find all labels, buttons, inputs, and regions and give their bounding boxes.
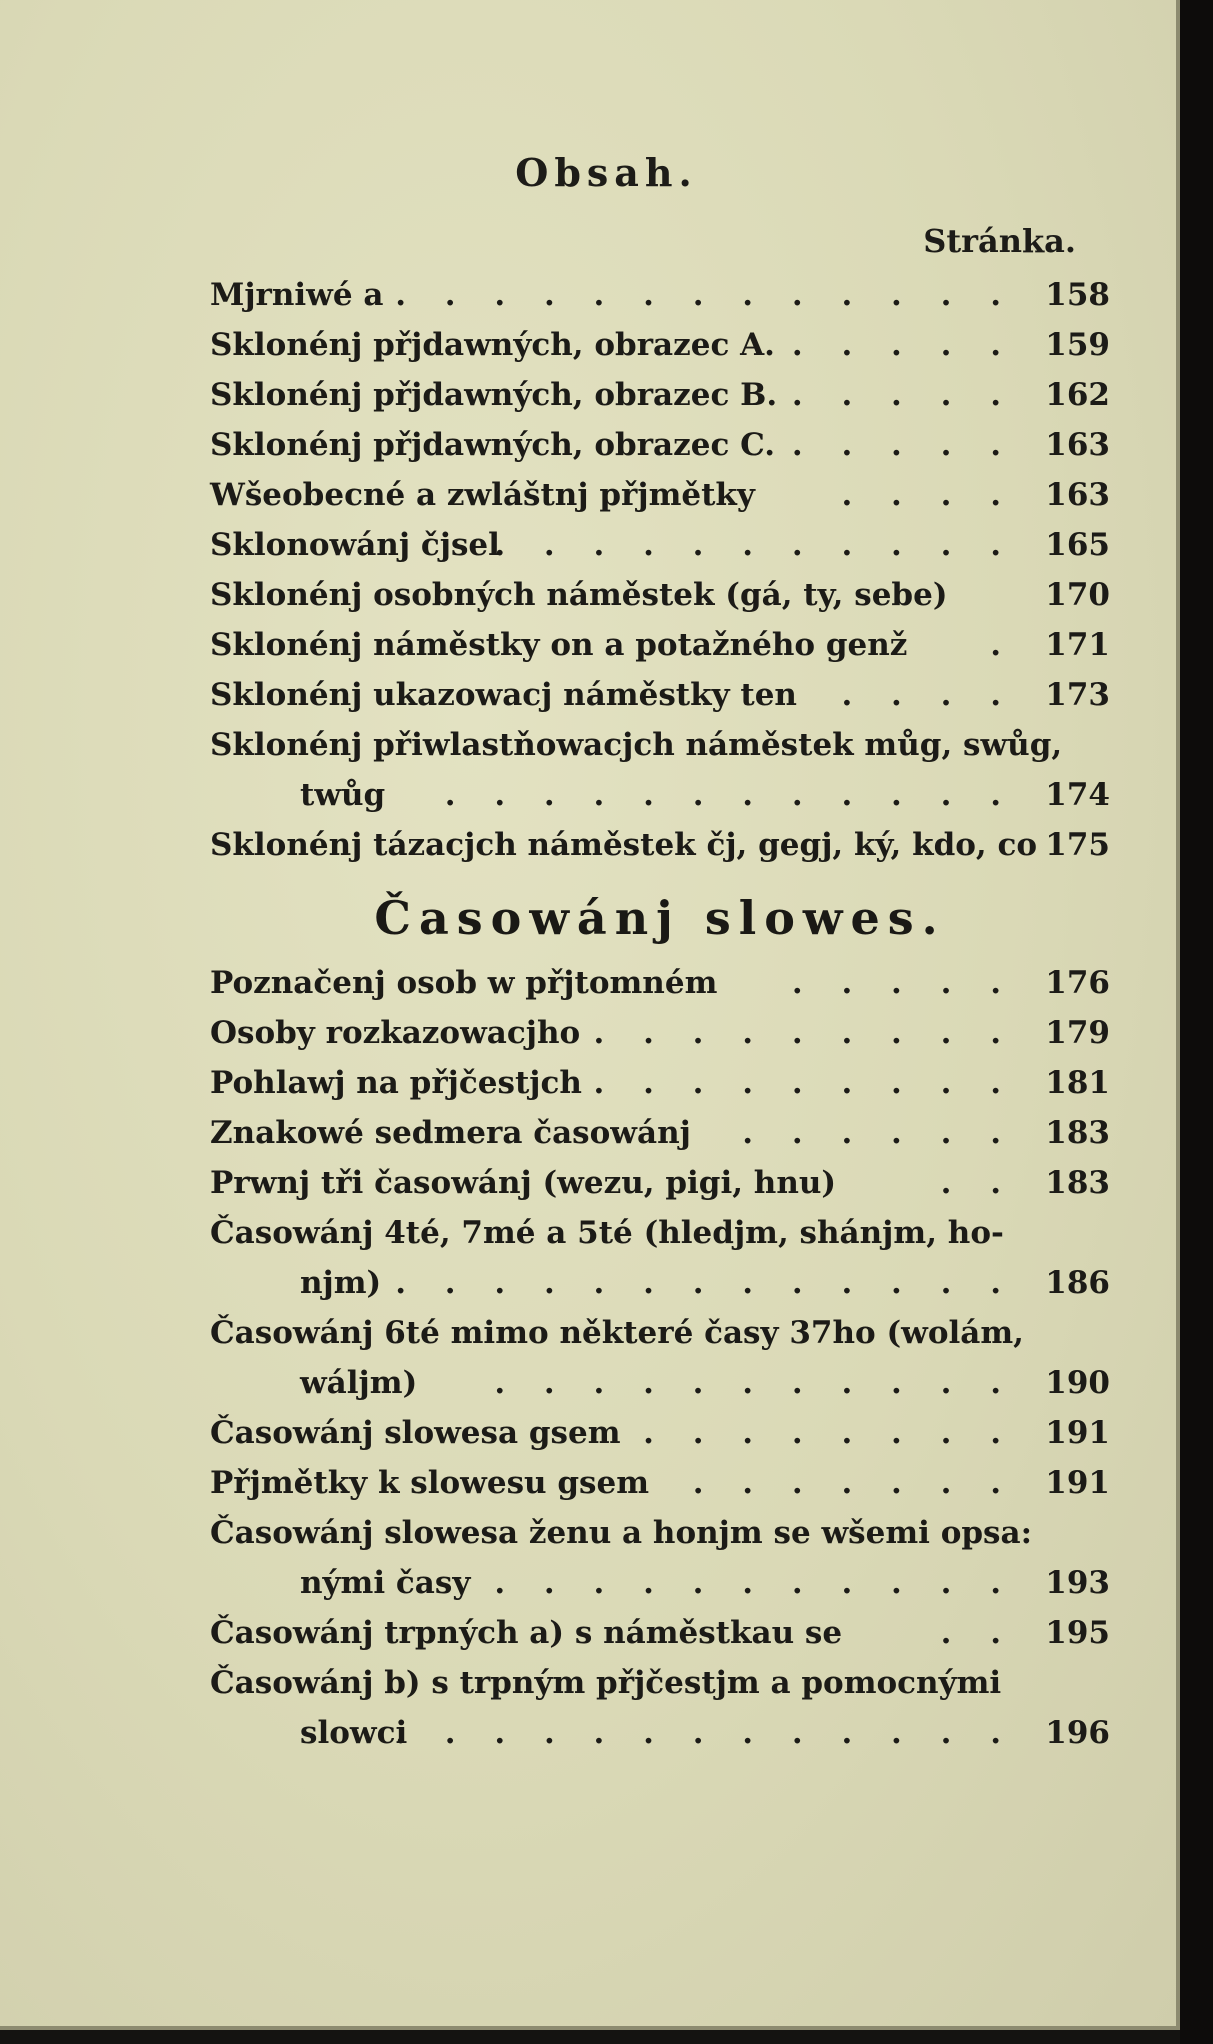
toc-entry-text: Sklonénj náměstky on a potažného genž (210, 627, 908, 663)
toc-entry-text: njm) (300, 1265, 382, 1301)
toc-entry (210, 670, 1110, 720)
leader-dots: . (990, 627, 1015, 663)
toc-entry-page: 191 (1045, 1465, 1110, 1501)
toc-section-1 (210, 270, 1110, 870)
toc-entry-page: 165 (1045, 527, 1110, 563)
leader-dots: . . (940, 1615, 1015, 1651)
toc-entry (210, 270, 1110, 320)
leader-dots: . . (940, 1165, 1015, 1201)
toc-entry (210, 470, 1110, 520)
toc-entry (210, 1608, 1110, 1658)
toc-entry (210, 370, 1110, 420)
leader-dots: . . . . . . . . (643, 1415, 1015, 1451)
toc-entry-page: 170 (1045, 577, 1110, 613)
toc-entry (210, 320, 1110, 370)
leader-dots: . . . . . . . . . (593, 1015, 1015, 1051)
toc-entry-continuation (210, 1558, 1110, 1608)
leader-dots: . . . . . . (742, 1115, 1015, 1151)
toc-entry (210, 1208, 1110, 1258)
toc-entry-text: Sklonénj přjdawných, obrazec C. (210, 427, 776, 463)
toc-entry-text: Sklonénj přjdawných, obrazec B. (210, 377, 778, 413)
toc-entry (210, 1008, 1110, 1058)
leader-dots: . . . . (841, 677, 1015, 713)
leader-dots: . . . . . . . . . . . . (444, 777, 1015, 813)
toc-entry (210, 1408, 1110, 1458)
toc-entry-page: 183 (1045, 1115, 1110, 1151)
toc-entry-text: slowci (300, 1715, 408, 1751)
leader-dots: . . . . . . . . . (593, 1065, 1015, 1101)
toc-entry-text: Osoby rozkazowacjho (210, 1015, 581, 1051)
toc-entry-text: nými časy (300, 1565, 471, 1601)
toc-entry-page: 179 (1045, 1015, 1110, 1051)
toc-entry-page: 171 (1045, 627, 1110, 663)
toc-entry-page: 159 (1045, 327, 1110, 363)
toc-entry-text: Sklonénj ukazowacj náměstky ten (210, 677, 797, 713)
toc-entry (210, 1458, 1110, 1508)
toc-entry-text: Sklonénj přiwlastňowacjch náměstek můg, swůg, (210, 727, 1063, 763)
toc-entry-text: Sklonénj tázacjch náměstek čj, gegj, ký, kdo, co (210, 827, 1038, 863)
toc-entry-text: Poznačenj osob w přjtomném (210, 965, 718, 1001)
leader-dots: . . . . . . . . . . . . . (395, 1715, 1015, 1751)
toc-entry-continuation (210, 1258, 1110, 1308)
toc-entry-page: 193 (1045, 1565, 1110, 1601)
table-of-contents (210, 270, 1110, 1758)
toc-entry-text: Časowánj 6té mimo některé časy 37ho (wolám, (210, 1315, 1024, 1351)
toc-entry-page: 196 (1045, 1715, 1110, 1751)
toc-entry (210, 820, 1110, 870)
leader-dots: . . . . . (791, 427, 1015, 463)
toc-entry-text: Časowánj b) s trpným přjčestjm a pomocnými (210, 1665, 1002, 1701)
toc-entry (210, 1158, 1110, 1208)
toc-entry-continuation (210, 1358, 1110, 1408)
toc-entry-text: Sklonowánj čjsel (210, 527, 500, 563)
toc-entry-text: Sklonénj osobných náměstek (gá, ty, sebe) (210, 577, 948, 613)
toc-entry-text: wáljm) (300, 1365, 418, 1401)
leader-dots: . . . . . (791, 965, 1015, 1001)
toc-entry-text: twůg (300, 777, 386, 813)
toc-entry-continuation (210, 770, 1110, 820)
page-title: Obsah. (515, 150, 698, 195)
toc-entry-page: 183 (1045, 1165, 1110, 1201)
leader-dots: . . . . . . . . . . . (494, 1365, 1015, 1401)
toc-entry-page: 181 (1045, 1065, 1110, 1101)
toc-entry-page: 158 (1045, 277, 1110, 313)
toc-entry-continuation (210, 1708, 1110, 1758)
leader-dots: . . . . . . . . . . . (494, 527, 1015, 563)
toc-entry (210, 720, 1110, 770)
leader-dots: . . . . . . . . . . . . . (395, 277, 1015, 313)
toc-entry (210, 1508, 1110, 1558)
toc-entry-page: 175 (1045, 827, 1110, 863)
toc-entry (210, 1308, 1110, 1358)
toc-entry-text: Časowánj slowesa gsem (210, 1415, 621, 1451)
toc-entry-page: 163 (1045, 427, 1110, 463)
toc-entry (210, 1108, 1110, 1158)
toc-entry-text: Přjmětky k slowesu gsem (210, 1465, 650, 1501)
section-heading: Časowánj slowes. (374, 891, 946, 945)
toc-entry-text: Časowánj 4té, 7mé a 5té (hledjm, shánjm, ho- (210, 1215, 1004, 1251)
leader-dots: . . . . . . . (692, 1465, 1015, 1501)
toc-section-2 (210, 958, 1110, 1758)
toc-entry (210, 958, 1110, 1008)
leader-dots: . . . . . (791, 327, 1015, 363)
leader-dots: . . . . . (791, 377, 1015, 413)
toc-entry-page: 191 (1045, 1415, 1110, 1451)
toc-entry-text: Mjrniwé a (210, 277, 384, 313)
toc-entry-page: 176 (1045, 965, 1110, 1001)
toc-entry (210, 570, 1110, 620)
toc-entry-text: Znakowé sedmera časowánj (210, 1115, 691, 1151)
leader-dots: . . . . . . . . . . . . . (395, 1265, 1015, 1301)
leader-dots: . . . . . . . . . . . (494, 1565, 1015, 1601)
toc-entry-page: 163 (1045, 477, 1110, 513)
toc-entry (210, 620, 1110, 670)
toc-entry-text: Pohlawj na přjčestjch (210, 1065, 582, 1101)
toc-entry (210, 1658, 1110, 1708)
leader-dots: . . . . (841, 477, 1015, 513)
toc-entry (210, 1058, 1110, 1108)
page-column-header: Stránka. (923, 222, 1076, 260)
toc-entry-text: Prwnj tři časowánj (wezu, pigi, hnu) (210, 1165, 837, 1201)
toc-entry-page: 173 (1045, 677, 1110, 713)
toc-entry-text: Časowánj slowesa ženu a honjm se wšemi opsa: (210, 1515, 1033, 1551)
toc-entry (210, 520, 1110, 570)
toc-entry-page: 190 (1045, 1365, 1110, 1401)
toc-entry-page: 195 (1045, 1615, 1110, 1651)
toc-entry (210, 420, 1110, 470)
toc-entry-page: 174 (1045, 777, 1110, 813)
toc-entry-text: Wšeobecné a zwláštnj přjmětky (210, 477, 755, 513)
page-edge-shadow (1180, 0, 1213, 2044)
toc-entry-page: 186 (1045, 1265, 1110, 1301)
toc-entry-page: 162 (1045, 377, 1110, 413)
toc-entry-text: Časowánj trpných a) s náměstkau se (210, 1615, 843, 1651)
toc-entry-text: Sklonénj přjdawných, obrazec A. (210, 327, 775, 363)
